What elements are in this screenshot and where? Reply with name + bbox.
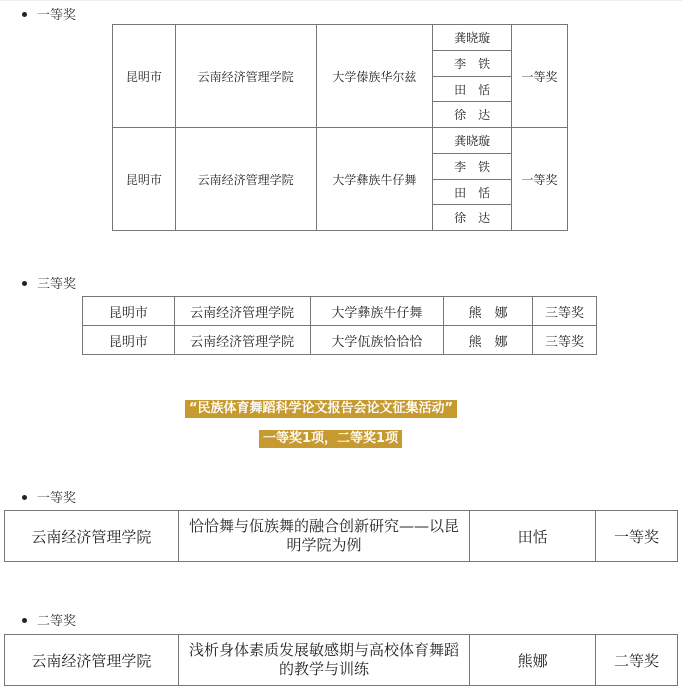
bullet-icon [22,618,27,623]
work-cell: 大学佤族恰恰恰 [310,326,444,355]
city-cell: 昆明市 [113,25,176,128]
third-prize-table [82,296,597,355]
paper-title-cell: 恰恰舞与佤族舞的融合创新研究——以昆明学院为例 [178,511,470,562]
school-cell: 云南经济管理学院 [5,511,179,562]
paper-title-cell: 浅析身体素质发展敏感期与高校体育舞蹈的教学与训练 [178,635,470,686]
bullet-icon [22,281,27,286]
school-cell: 云南经济管理学院 [175,128,316,231]
city-cell: 昆明市 [83,326,175,355]
banner-subtitle: 一等奖1项，二等奖1项 [259,430,402,448]
school-cell: 云南经济管理学院 [174,297,310,326]
school-cell: 云南经济管理学院 [174,326,310,355]
section-heading-third-prize: 三等奖 [22,273,76,292]
member-cell: 徐 达 [433,102,512,128]
member-cell: 田 恬 [433,180,512,205]
award-cell: 一等奖 [512,128,568,231]
award-cell: 三等奖 [533,297,597,326]
person-cell: 熊 娜 [444,326,533,355]
member-cell: 李 铁 [433,154,512,180]
section-heading-first-prize: 一等奖 [22,4,76,23]
author-cell: 田恬 [470,511,596,562]
member-cell: 龚晓璇 [433,25,512,51]
member-cell: 李 铁 [433,51,512,77]
paper-second-prize-table [4,634,678,686]
author-cell: 熊娜 [470,635,596,686]
member-cell: 徐 达 [433,205,512,231]
work-cell: 大学傣族华尔兹 [316,25,433,128]
person-cell: 熊 娜 [444,297,533,326]
banner-title: “民族体育舞蹈科学论文报告会论文征集活动” [185,400,457,418]
award-cell: 二等奖 [596,635,678,686]
group-award-table [112,24,568,231]
city-cell: 昆明市 [113,128,176,231]
work-cell: 大学彝族牛仔舞 [310,297,444,326]
bullet-icon [22,12,27,17]
work-cell: 大学彝族牛仔舞 [316,128,433,231]
paper-first-prize-table [4,510,678,562]
section-heading-second-prize: 二等奖 [22,610,76,629]
school-cell: 云南经济管理学院 [175,25,316,128]
award-cell: 一等奖 [596,511,678,562]
award-cell: 一等奖 [512,25,568,128]
member-cell: 龚晓璇 [433,128,512,154]
member-cell: 田 恬 [433,77,512,102]
award-cell: 三等奖 [533,326,597,355]
city-cell: 昆明市 [83,297,175,326]
school-cell: 云南经济管理学院 [5,635,179,686]
section-heading-paper-first-prize: 一等奖 [22,487,76,506]
bullet-icon [22,495,27,500]
top-divider [0,0,682,1]
